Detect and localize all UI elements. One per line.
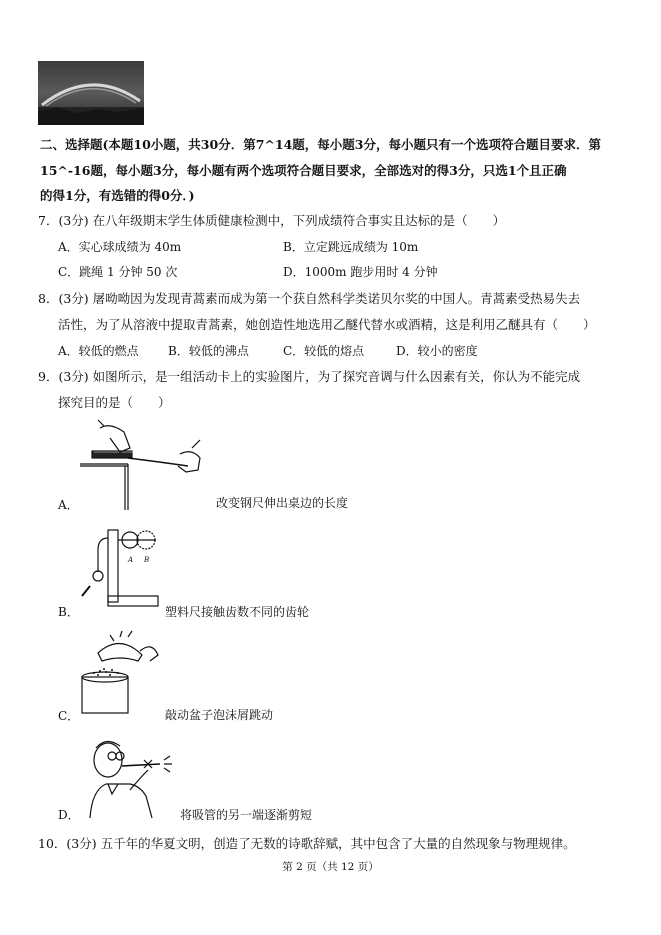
q8-option-b: B．较低的沸点 [168,344,249,358]
gear-label-b: B [144,556,150,564]
q8-option-a: A．较低的燃点 [58,344,139,358]
q9-option-a-letter: A． [58,498,79,512]
rainbow-photo [38,61,144,125]
question-9-line2: 探究目的是（ ） [58,395,171,410]
q8-option-d: D．较小的密度 [396,344,478,358]
figure-gear-wheels [80,516,160,612]
q7-option-b: B．立定跳远成绩为 10m [283,240,419,254]
q7-option-d: D．1000m 跑步用时 4 分钟 [283,265,438,279]
section-heading-line1: 二、选择题(本题10小题，共30分．第7^14题，每小题3分，每小题只有一个选项符合题目要求．第 [40,137,601,152]
question-7-stem: 7．(3分) 在八年级期末学生体质健康检测中，下列成绩符合事实且达标的是（ ） [38,213,506,228]
section-heading-line3: 的得1分，有选错的得0分．) [40,188,195,203]
section-heading-line2: 15^-16题，每小题3分，每小题有两个选项符合题目要求，全部选对的得3分，只选1个且正确 [40,163,567,178]
question-9-line1: 9．(3分) 如图所示，是一组活动卡上的实验图片，为了探究音调与什么因素有关，你认为不能完成 [38,369,581,384]
q8-option-c: C．较低的熔点 [283,344,365,358]
question-8-line1: 8．(3分) 屠呦呦因为发现青蒿素而成为第一个获自然科学类诺贝尔奖的中国人。青蒿素受热易失去 [38,291,581,306]
question-10-line1: 10．(3分) 五千年的华夏文明，创造了无数的诗歌辞赋，其中包含了大量的自然现象与物理规律。 [38,836,576,851]
q9-option-c-letter: C． [58,709,80,723]
q9-option-b-caption: 塑料尺接触齿数不同的齿轮 [165,605,310,619]
gear-label-a: A [128,556,134,564]
figure-basin-foam [80,625,170,715]
q9-option-d-letter: D． [58,808,80,822]
q7-option-a: A．实心球成绩为 40m [58,240,182,254]
figure-man-straw [80,734,180,820]
question-8-line2: 活性，为了从溶液中提取青蒿素，她创造性地选用乙醚代替水或酒精，这是利用乙醚具有（ ） [58,317,596,332]
page-footer: 第 2 页（共 12 页） [282,861,379,873]
q9-option-d-caption: 将吸管的另一端逐渐剪短 [180,808,313,822]
q7-option-c: C．跳绳 1 分钟 50 次 [58,265,178,279]
q9-option-b-letter: B． [58,605,79,619]
q9-option-c-caption: 敲动盆子泡沫屑跳动 [165,708,274,722]
q9-option-a-caption: 改变钢尺伸出桌边的长度 [216,496,349,510]
figure-ruler-on-table [80,418,220,510]
